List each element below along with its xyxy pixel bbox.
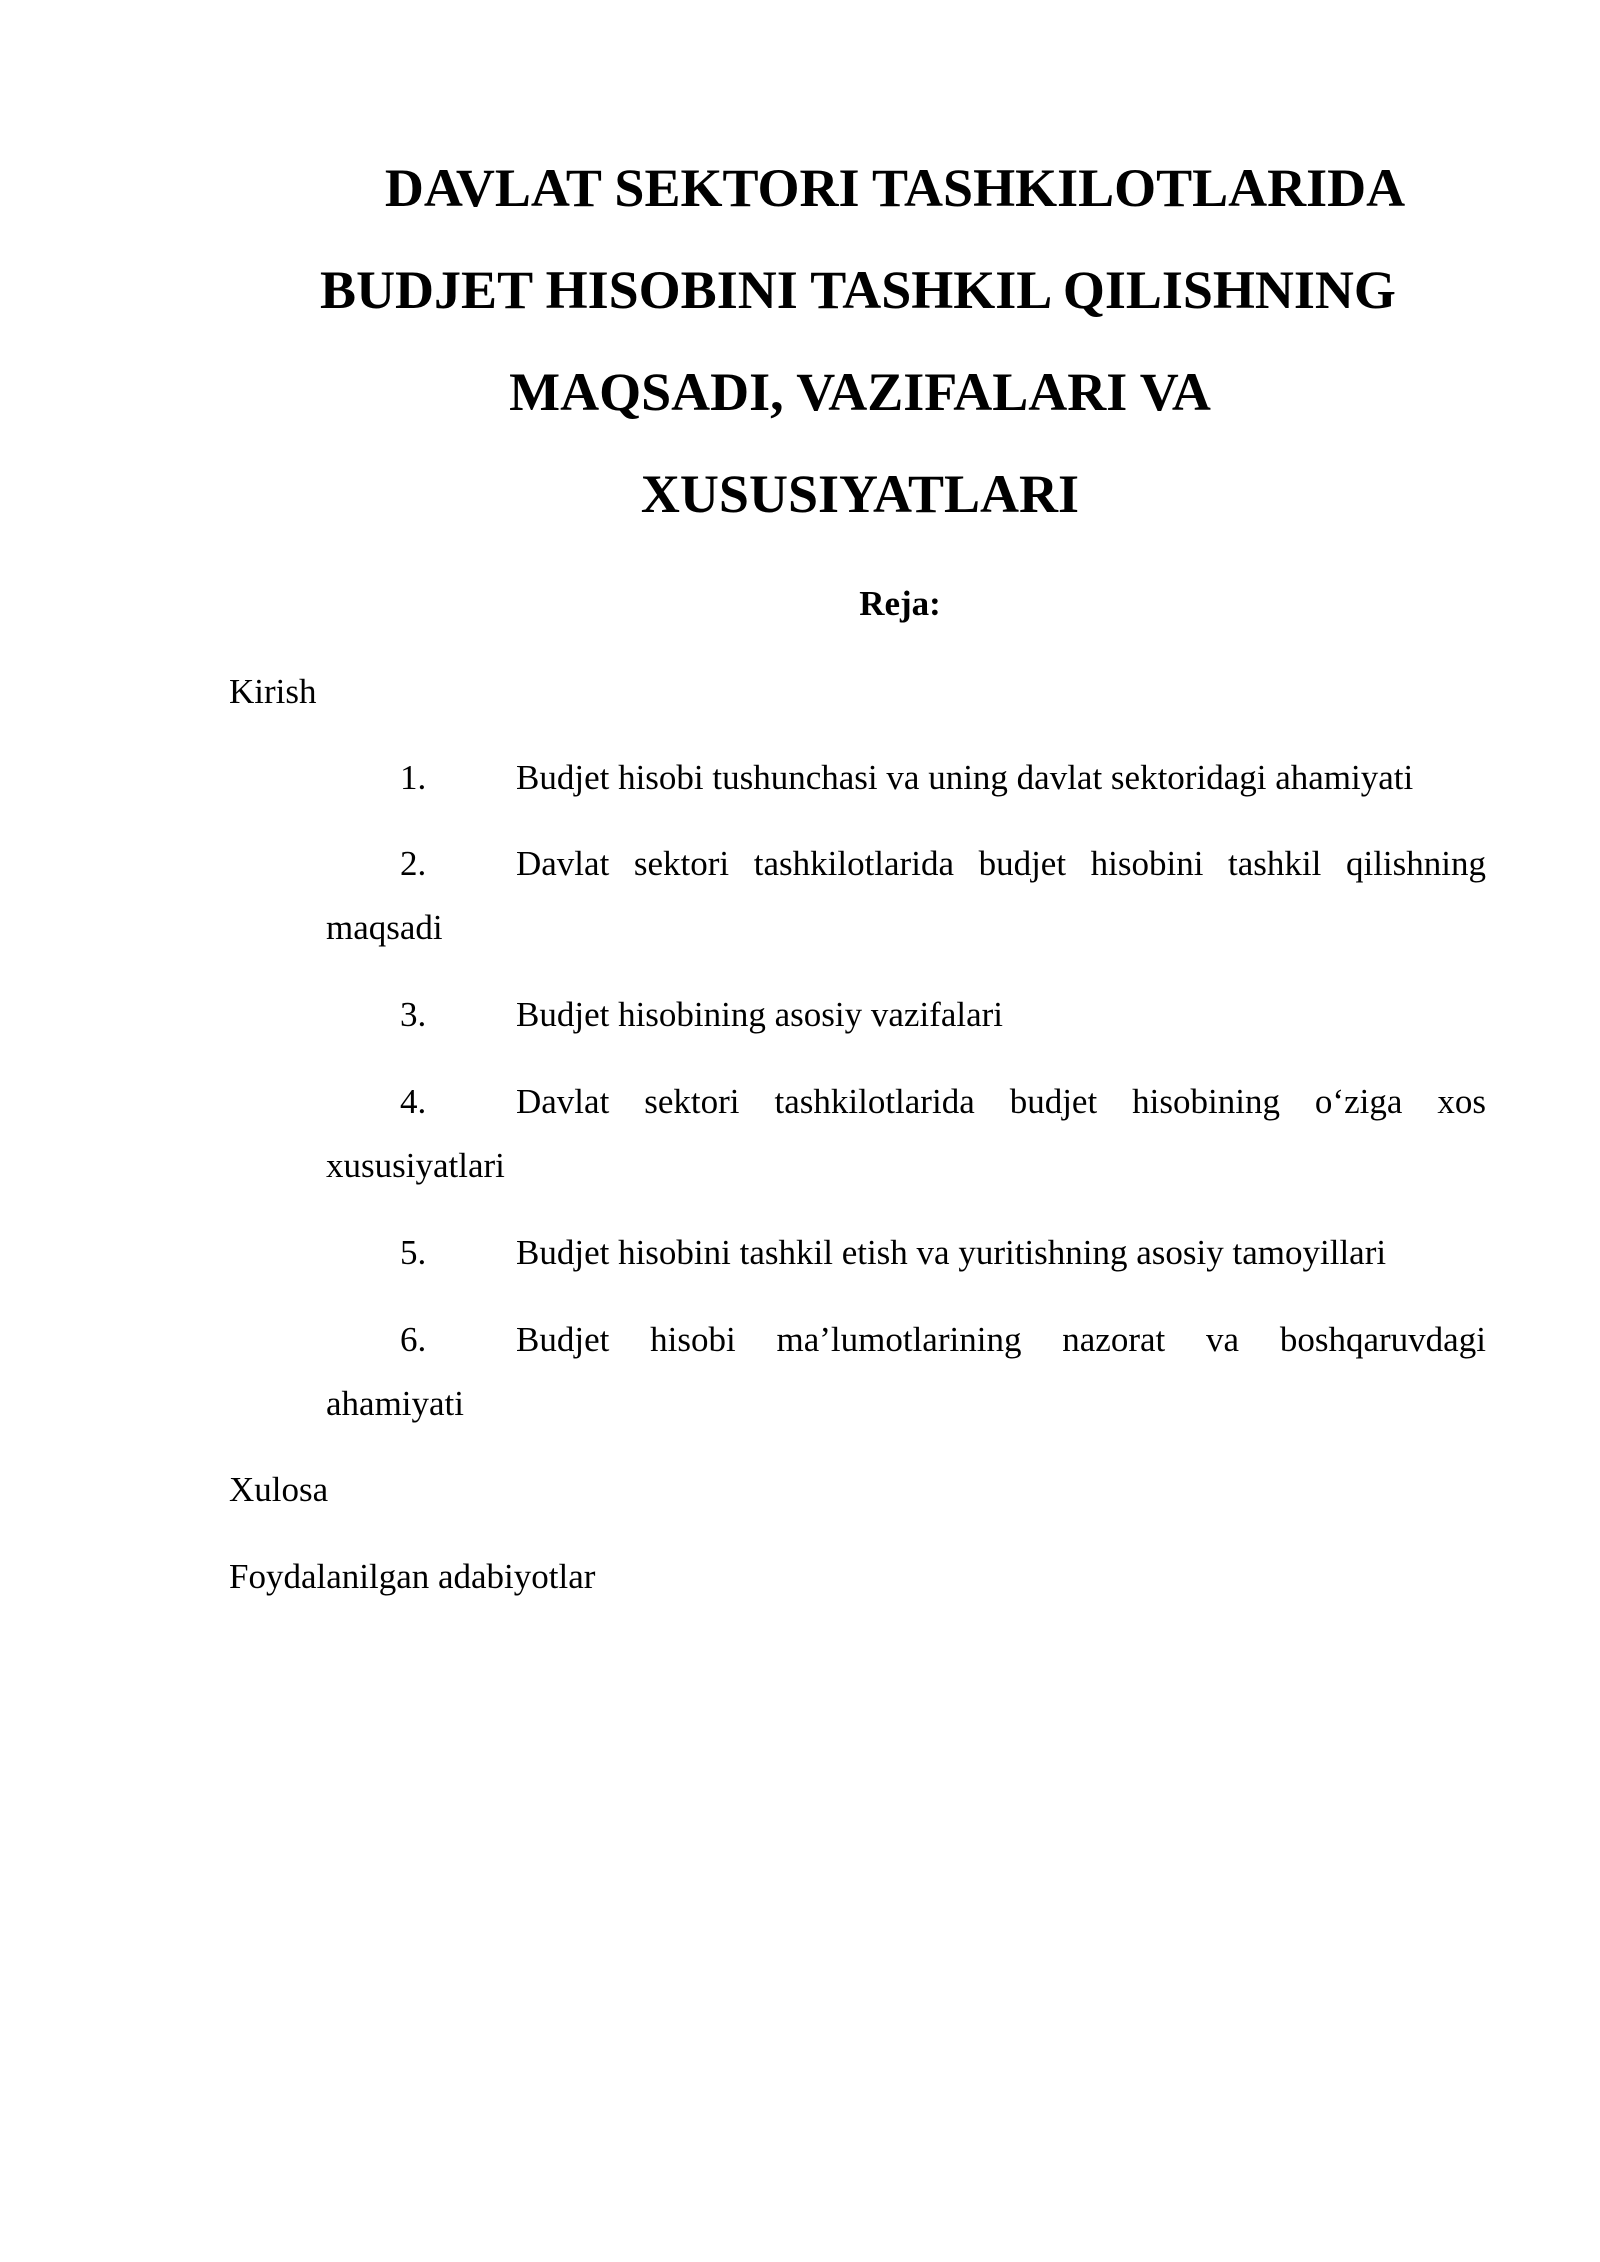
justified-word: o‘ziga (1314, 1082, 1403, 1121)
plan-item-4-continuation: xususiyatlari (326, 1146, 505, 1185)
justified-word: budjet (1009, 1082, 1098, 1121)
justified-word: va (1206, 1320, 1240, 1359)
plan-item-4-number: 4. (400, 1082, 427, 1121)
justified-word: tashkil (1228, 844, 1322, 883)
plan-item-4-text (516, 1080, 1486, 1124)
title-line-4: XUSUSIYATLARI (640, 464, 1080, 524)
references-item: Foydalanilgan adabiyotlar (229, 1557, 596, 1596)
justified-word: xos (1437, 1082, 1486, 1121)
justified-word: sektori (644, 1082, 740, 1121)
justified-word: qilishning (1345, 844, 1486, 883)
plan-item-5-text: Budjet hisobini tashkil etish va yuritishning asosiy tamoyillari (516, 1233, 1387, 1272)
plan-item-3-number: 3. (400, 995, 427, 1034)
plan-item-6-continuation: ahamiyati (326, 1384, 465, 1423)
plan-item-1-number: 1. (400, 758, 427, 797)
justified-word: boshqaruvdagi (1279, 1320, 1486, 1359)
justified-word: sektori (633, 844, 730, 883)
title-line-2: BUDJET HISOBINI TASHKIL QILISHNING (320, 260, 1396, 320)
justified-word: Davlat (516, 1082, 610, 1121)
intro-item: Kirish (229, 672, 317, 711)
conclusion-item: Xulosa (229, 1470, 329, 1509)
justified-word: Davlat (516, 844, 610, 883)
justified-word: Budjet (516, 1320, 610, 1359)
justified-word: budjet (978, 844, 1067, 883)
plan-heading: Reja: (859, 584, 941, 623)
plan-item-2-number: 2. (400, 844, 427, 883)
plan-item-5-number: 5. (400, 1233, 427, 1272)
justified-word: hisobi (650, 1320, 736, 1359)
justified-word: tashkilotlarida (753, 844, 954, 883)
justified-word: ma’lumotlarining (776, 1320, 1022, 1359)
plan-item-1-text: Budjet hisobi tushunchasi va uning davlat sektoridagi ahamiyati (516, 758, 1414, 797)
justified-word: tashkilotlarida (774, 1082, 975, 1121)
title-line-3: MAQSADI, VAZIFALARI VA (509, 362, 1211, 422)
justified-word: nazorat (1062, 1320, 1166, 1359)
plan-item-6-text (516, 1318, 1486, 1362)
plan-item-6-number: 6. (400, 1320, 427, 1359)
plan-item-2-continuation: maqsadi (326, 908, 443, 947)
justified-word: hisobining (1132, 1082, 1280, 1121)
justified-word: hisobini (1090, 844, 1204, 883)
title-line-1: DAVLAT SEKTORI TASHKILOTLARIDA (384, 158, 1406, 218)
plan-item-3-text: Budjet hisobining asosiy vazifalari (516, 995, 1003, 1034)
plan-item-2-text (516, 842, 1486, 886)
